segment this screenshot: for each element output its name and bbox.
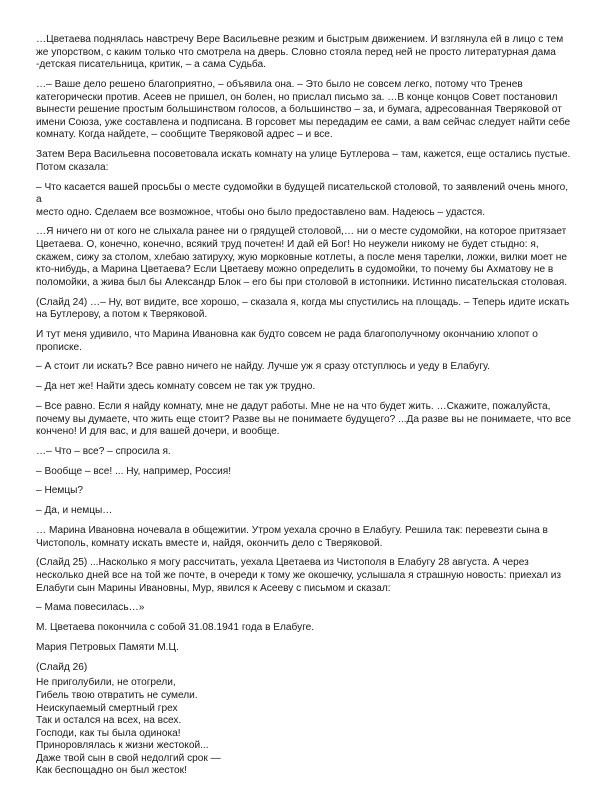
paragraph: …Цветаева поднялась навстречу Вере Васильевне резким и быстрым движением. И взглянула ей в лицо с тем же упорством, с каким только что смотрела на дверь. Словно стояла перед ней не просто литературная дама -детская писательница, критик, – а сама Судьба. [36,34,564,71]
paragraph: …– Что – все? – спросила я. [36,445,171,457]
paragraph: И тут меня удивило, что Марина Ивановна как будто совсем не рада благополучному окончанию хлопот о прописке. [36,329,538,353]
paragraph: М. Цветаева покончила с собой 31.08.1941 года в Елабуге. [36,622,315,634]
poem-heading: Мария Петровых Памяти М.Ц. [36,641,179,653]
paragraph: …– Ваше дело решено благоприятно, – объявила она. – Это было не совсем легко, потому что Тренев категорически против. Асеев не пришел, он болен, но прислал письмо за. …В конце концов Совет постановил вынести решение простым большинством голосов, а большинство – за, и бумага, адресованная Тверяковой от имени Союза, уже составлена и подписана. В горсовет мы передадим ее сами, а вам сейчас следует найти себе комнату. Когда найдете, – сообщите Тверяковой адрес – и все. [36,78,571,141]
document-page [36,34,576,778]
slide-label: (Слайд 26) [36,661,88,673]
paragraph: … Марина Ивановна ночевала в общежитии. Утром уехала срочно в Елабугу. Решила так: перевезти сына в Чистополь, комнату искать вместе и, найдя, окончить дело с Тверяковой. [36,525,548,549]
paragraph: – Да, и немцы… [36,505,113,517]
paragraph: – Вообще – все! ... Ну, например, Россия! [36,465,232,477]
paragraph: – Мама повесилась…» [36,602,145,614]
paragraph: …Я ничего ни от кого не слыхала ранее ни о грядущей столовой,… ни о месте судомойки, на которое притязает Цветаева. О, конечно, конечно, всякий труд почетен! И дай ей Бог! Но неужели никому не будет стыдно: я, скажем, сижу за столом, хлебаю затируху, жую морковные котлеты, а после меня тарелки, ложки, вилки моет не кто-нибудь, а Марина Цветаева? Если Цветаеву можно определить в судомойки, то почему бы Ахматову не в поломойки, а жива был бы Александр Блок – его бы при столовой в истопники. Истинно писательская столовая. [36,226,568,288]
paragraph: – Что касается вашей просьбы о месте судомойки в будущей писательской столовой, то заявлений очень много, а место одно. Сделаем все возможное, чтобы оно было предоставлено вам. Надеюсь – удастся. [36,181,569,218]
paragraph: Затем Вера Васильевна посоветовала искать комнату на улице Бутлерова – там, кажется, еще остались пустые. Потом сказала: [36,149,571,173]
paragraph: (Слайд 25) ...Насколько я могу рассчитать, уехала Цветаева из Чистополя в Елабугу 28 августа. А через несколько дней все на той же почте, в очереди к тому же окошечку, услышала я страшную новость: приехал из Елабуги сын Марины Ивановны, Мур, явился к Асееву с письмом и сказал: [36,557,562,594]
paragraph: – Немцы? [36,485,84,497]
poem: Не приголубили, не отогрели, Гибель твою отвратить не сумели. Неискупаемый смертный грех Так и остался на всех, на всех. Господи, как ты была одинока! Приноровлялась к жизни жестокой... Даже твой сын в свой недолгий срок — Как беспощадно он был жесток! [36,677,221,777]
paragraph: – А стоит ли искать? Все равно ничего не найду. Лучше уж я сразу отступлюсь и уеду в Елабугу. [36,361,490,373]
paragraph: (Слайд 24) …– Ну, вот видите, все хорошо, – сказала я, когда мы спустились на площадь. – Теперь идите искать на Бутлерову, а потом к Тверяковой. [36,296,570,321]
paragraph: – Все равно. Если я найду комнату, мне не дадут работы. Мне не на что будет жить. …Скажите, пожалуйста, почему вы думаете, что жить еще стоит? Разве вы не понимаете будущего? ...Да разве вы не понимаете, что все кончено! И для вас, и для вашей дочери, и вообще. [36,400,572,438]
paragraph: – Да нет же! Найти здесь комнату совсем не так уж трудно. [36,381,316,393]
